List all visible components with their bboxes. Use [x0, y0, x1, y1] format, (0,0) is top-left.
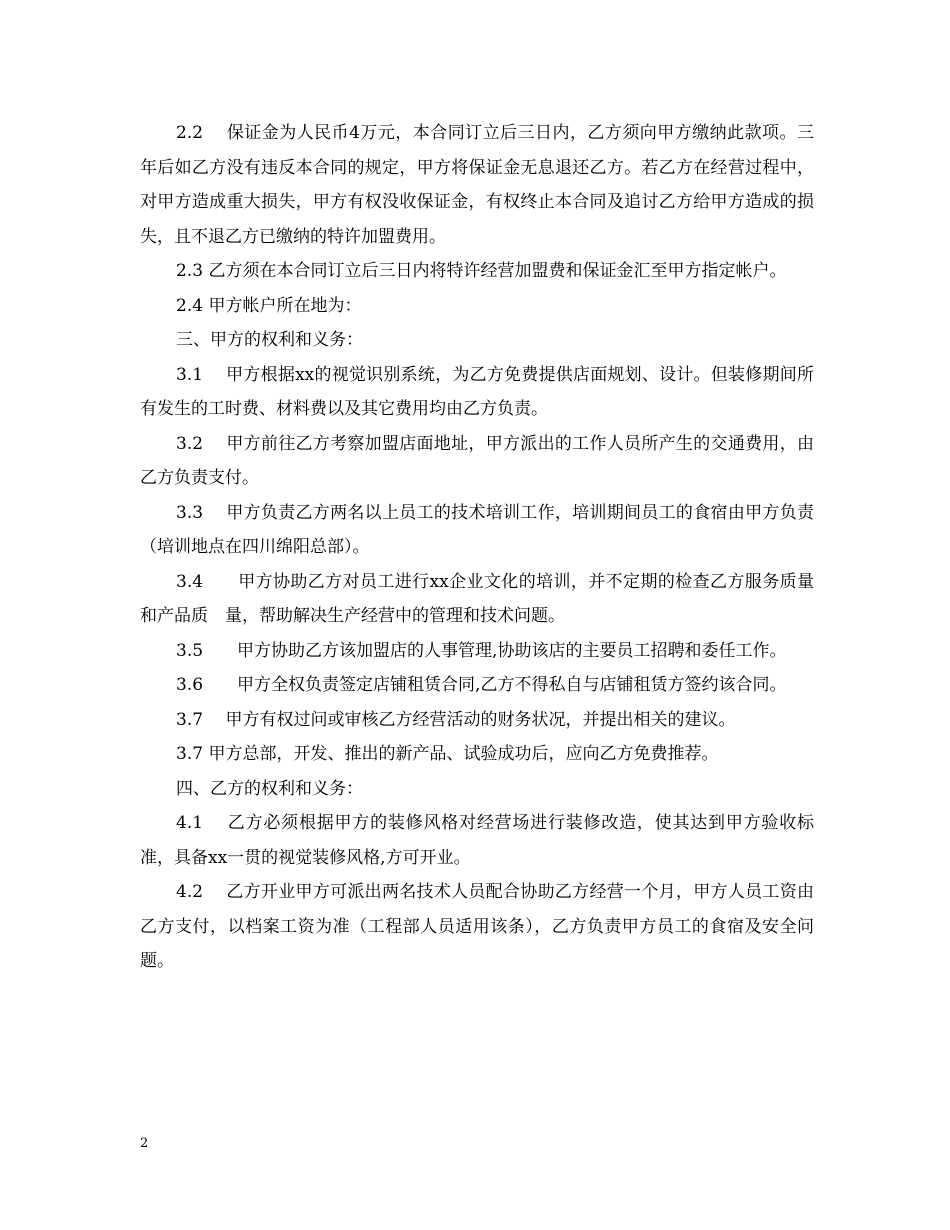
- clause-3-3: 3.3 甲方负责乙方两名以上员工的技术培训工作，培训期间员工的食宿由甲方负责（培训地点在四川绵阳总部）。: [140, 502, 814, 557]
- clause-3-2: 3.2 甲方前往乙方考察加盟店面地址，甲方派出的工作人员所产生的交通费用，由乙方负责支付。: [140, 433, 814, 488]
- clause-2-3: 2.3 乙方须在本合同订立后三日内将特许经营加盟费和保证金汇至甲方指定帐户。: [176, 261, 787, 281]
- clause-3-1: 3.1 甲方根据xx的视觉识别系统，为乙方免费提供店面规划、设计。但装修期间所有发生的工时费、材料费以及其它费用均由乙方负责。: [140, 364, 814, 419]
- section-heading-party-a: 三、甲方的权利和义务：: [176, 330, 363, 350]
- page-number: 2: [140, 1136, 149, 1151]
- clause-4-1: 4.1 乙方必须根据甲方的装修风格对经营场进行装修改造，使其达到甲方验收标准，具备xx一贯的视觉装修风格,方可开业。: [140, 813, 814, 868]
- clause-3-4: 3.4 甲方协助乙方对员工进行xx企业文化的培训，并不定期的检查乙方服务质量和产品质 量，帮助解决生产经营中的管理和技术问题。: [140, 571, 814, 626]
- clause-3-6: 3.6 甲方全权负责签定店铺租赁合同,乙方不得私自与店铺租赁方签约该合同。: [176, 675, 787, 695]
- clause-2-2: 2.2 保证金为人民币4万元，本合同订立后三日内，乙方须向甲方缴纳此款项。三年后如乙方没有违反本合同的规定，甲方将保证金无息退还乙方。若乙方在经营过程中，对甲方造成重大损失，甲方有权没收保证金，有权终止本合同及追讨乙方给甲方造成的损失，且不退乙方已缴纳的特许加盟费用。: [140, 123, 814, 247]
- clause-3-7b: 3.7 甲方总部，开发、推出的新产品、试验成功后，应向乙方免费推荐。: [176, 744, 719, 764]
- clause-3-7a: 3.7 甲方有权过问或审核乙方经营活动的财务状况，并提出相关的建议。: [176, 709, 736, 730]
- clause-4-2: 4.2 乙方开业甲方可派出两名技术人员配合协助乙方经营一个月，甲方人员工资由乙方支付，以档案工资为准（工程部人员适用该条），乙方负责甲方员工的食宿及安全问题。: [140, 882, 814, 971]
- document-body: [140, 116, 814, 979]
- clause-3-5: 3.5 甲方协助乙方该加盟店的人事管理,协助该店的主要员工招聘和委任工作。: [176, 640, 787, 661]
- clause-2-4: 2.4 甲方帐户所在地为：: [176, 295, 362, 316]
- section-heading-party-b: 四、乙方的权利和义务：: [176, 778, 363, 799]
